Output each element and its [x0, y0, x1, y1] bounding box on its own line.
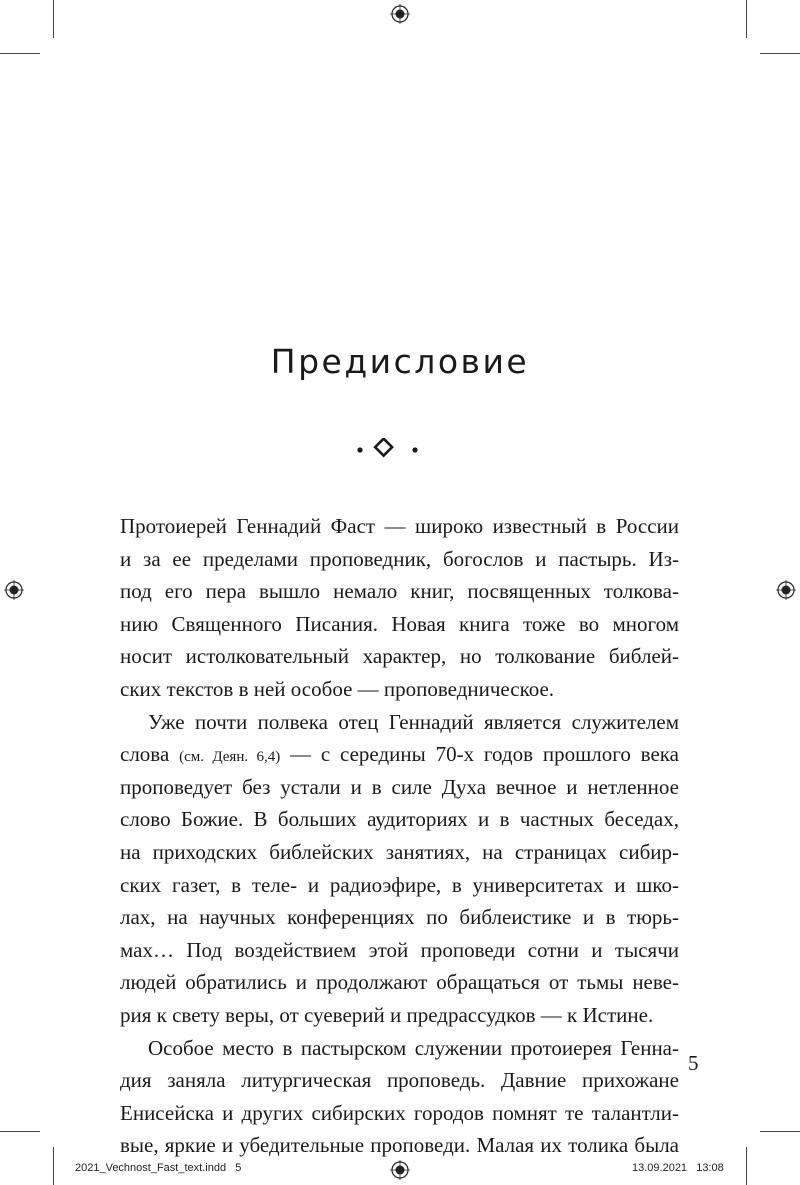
crop-mark-bottom-right — [746, 1147, 747, 1185]
scripture-reference: (см. Деян. 6,4) — [179, 749, 281, 766]
text-line: Енисейска и других сибирских городов помнят те талантли- — [120, 1100, 679, 1125]
chapter-title: Предисловие — [270, 342, 530, 381]
registration-mark-bottom — [390, 1160, 410, 1180]
text-line: нию Священного Писания. Новая книга тоже во многом — [120, 611, 679, 636]
text-line: лах, на научных конференциях по библеистике и в тюрь- — [120, 905, 679, 930]
crop-mark-bottom-left — [53, 1147, 54, 1185]
text-line: Уже почти полвека отец Геннадий является служителем — [148, 709, 679, 734]
text-line: ских газет, в теле- и радиоэфире, в университетах и шко- — [120, 872, 679, 897]
text-line-with-reference — [120, 738, 679, 771]
crop-mark-top-right — [746, 0, 747, 38]
text-line: Протоиерей Геннадий Фаст — широко известный в России — [120, 514, 679, 538]
text-line: дия заняла литургическая проповедь. Давние прихожане — [120, 1068, 679, 1093]
text-line: рия к свету веры, от суеверий и предрассудков — к Истине. — [120, 1002, 654, 1027]
crop-mark-top-left — [53, 0, 54, 38]
crop-mark-right-top — [760, 53, 800, 54]
text-line: под его пера вышло немало книг, посвященных толкова- — [120, 579, 679, 604]
text-line: мах… Под воздействием этой проповеди сотни и тысячи — [120, 937, 679, 962]
registration-mark-left — [4, 580, 24, 600]
ornament-divider — [355, 438, 425, 462]
crop-mark-left-bottom — [0, 1131, 40, 1132]
page-number: 5 — [688, 1051, 699, 1075]
text-line: слово Божие. В больших аудиториях и в частных беседах, — [120, 807, 679, 832]
text-line: носит истолковательный характер, но толкование библей- — [120, 644, 679, 669]
text-line: вые, яркие и убедительные проповеди. Малая их толика была — [120, 1133, 679, 1158]
registration-mark-top — [390, 4, 410, 24]
slug-file-name: 2021_Vechnost_Fast_text.indd 5 — [75, 1162, 242, 1174]
crop-mark-left-top — [0, 53, 40, 54]
text-fragment: — с середины 70-х годов прошлого века — [290, 742, 679, 767]
crop-mark-right-bottom — [760, 1131, 800, 1132]
registration-mark-right — [776, 580, 796, 600]
body-text — [120, 510, 679, 1162]
text-line: Особое место в пастырском служении протоиерея Генна- — [148, 1035, 679, 1060]
text-fragment: слова — [120, 742, 170, 767]
text-line: на приходских библейских занятиях, на страницах сибир- — [120, 839, 679, 864]
text-line: проповедует без устали и в силе Духа вечное и нетленное — [120, 774, 679, 799]
text-line: ских текстов в ней особое — проповедническое. — [120, 676, 555, 701]
slug-date-time: 13.09.2021 13:08 — [632, 1162, 724, 1174]
text-line: и за ее пределами проповедник, богослов и пастырь. Из- — [120, 546, 679, 571]
text-line: людей обратились и продолжают обращаться от тьмы неве- — [120, 970, 679, 995]
